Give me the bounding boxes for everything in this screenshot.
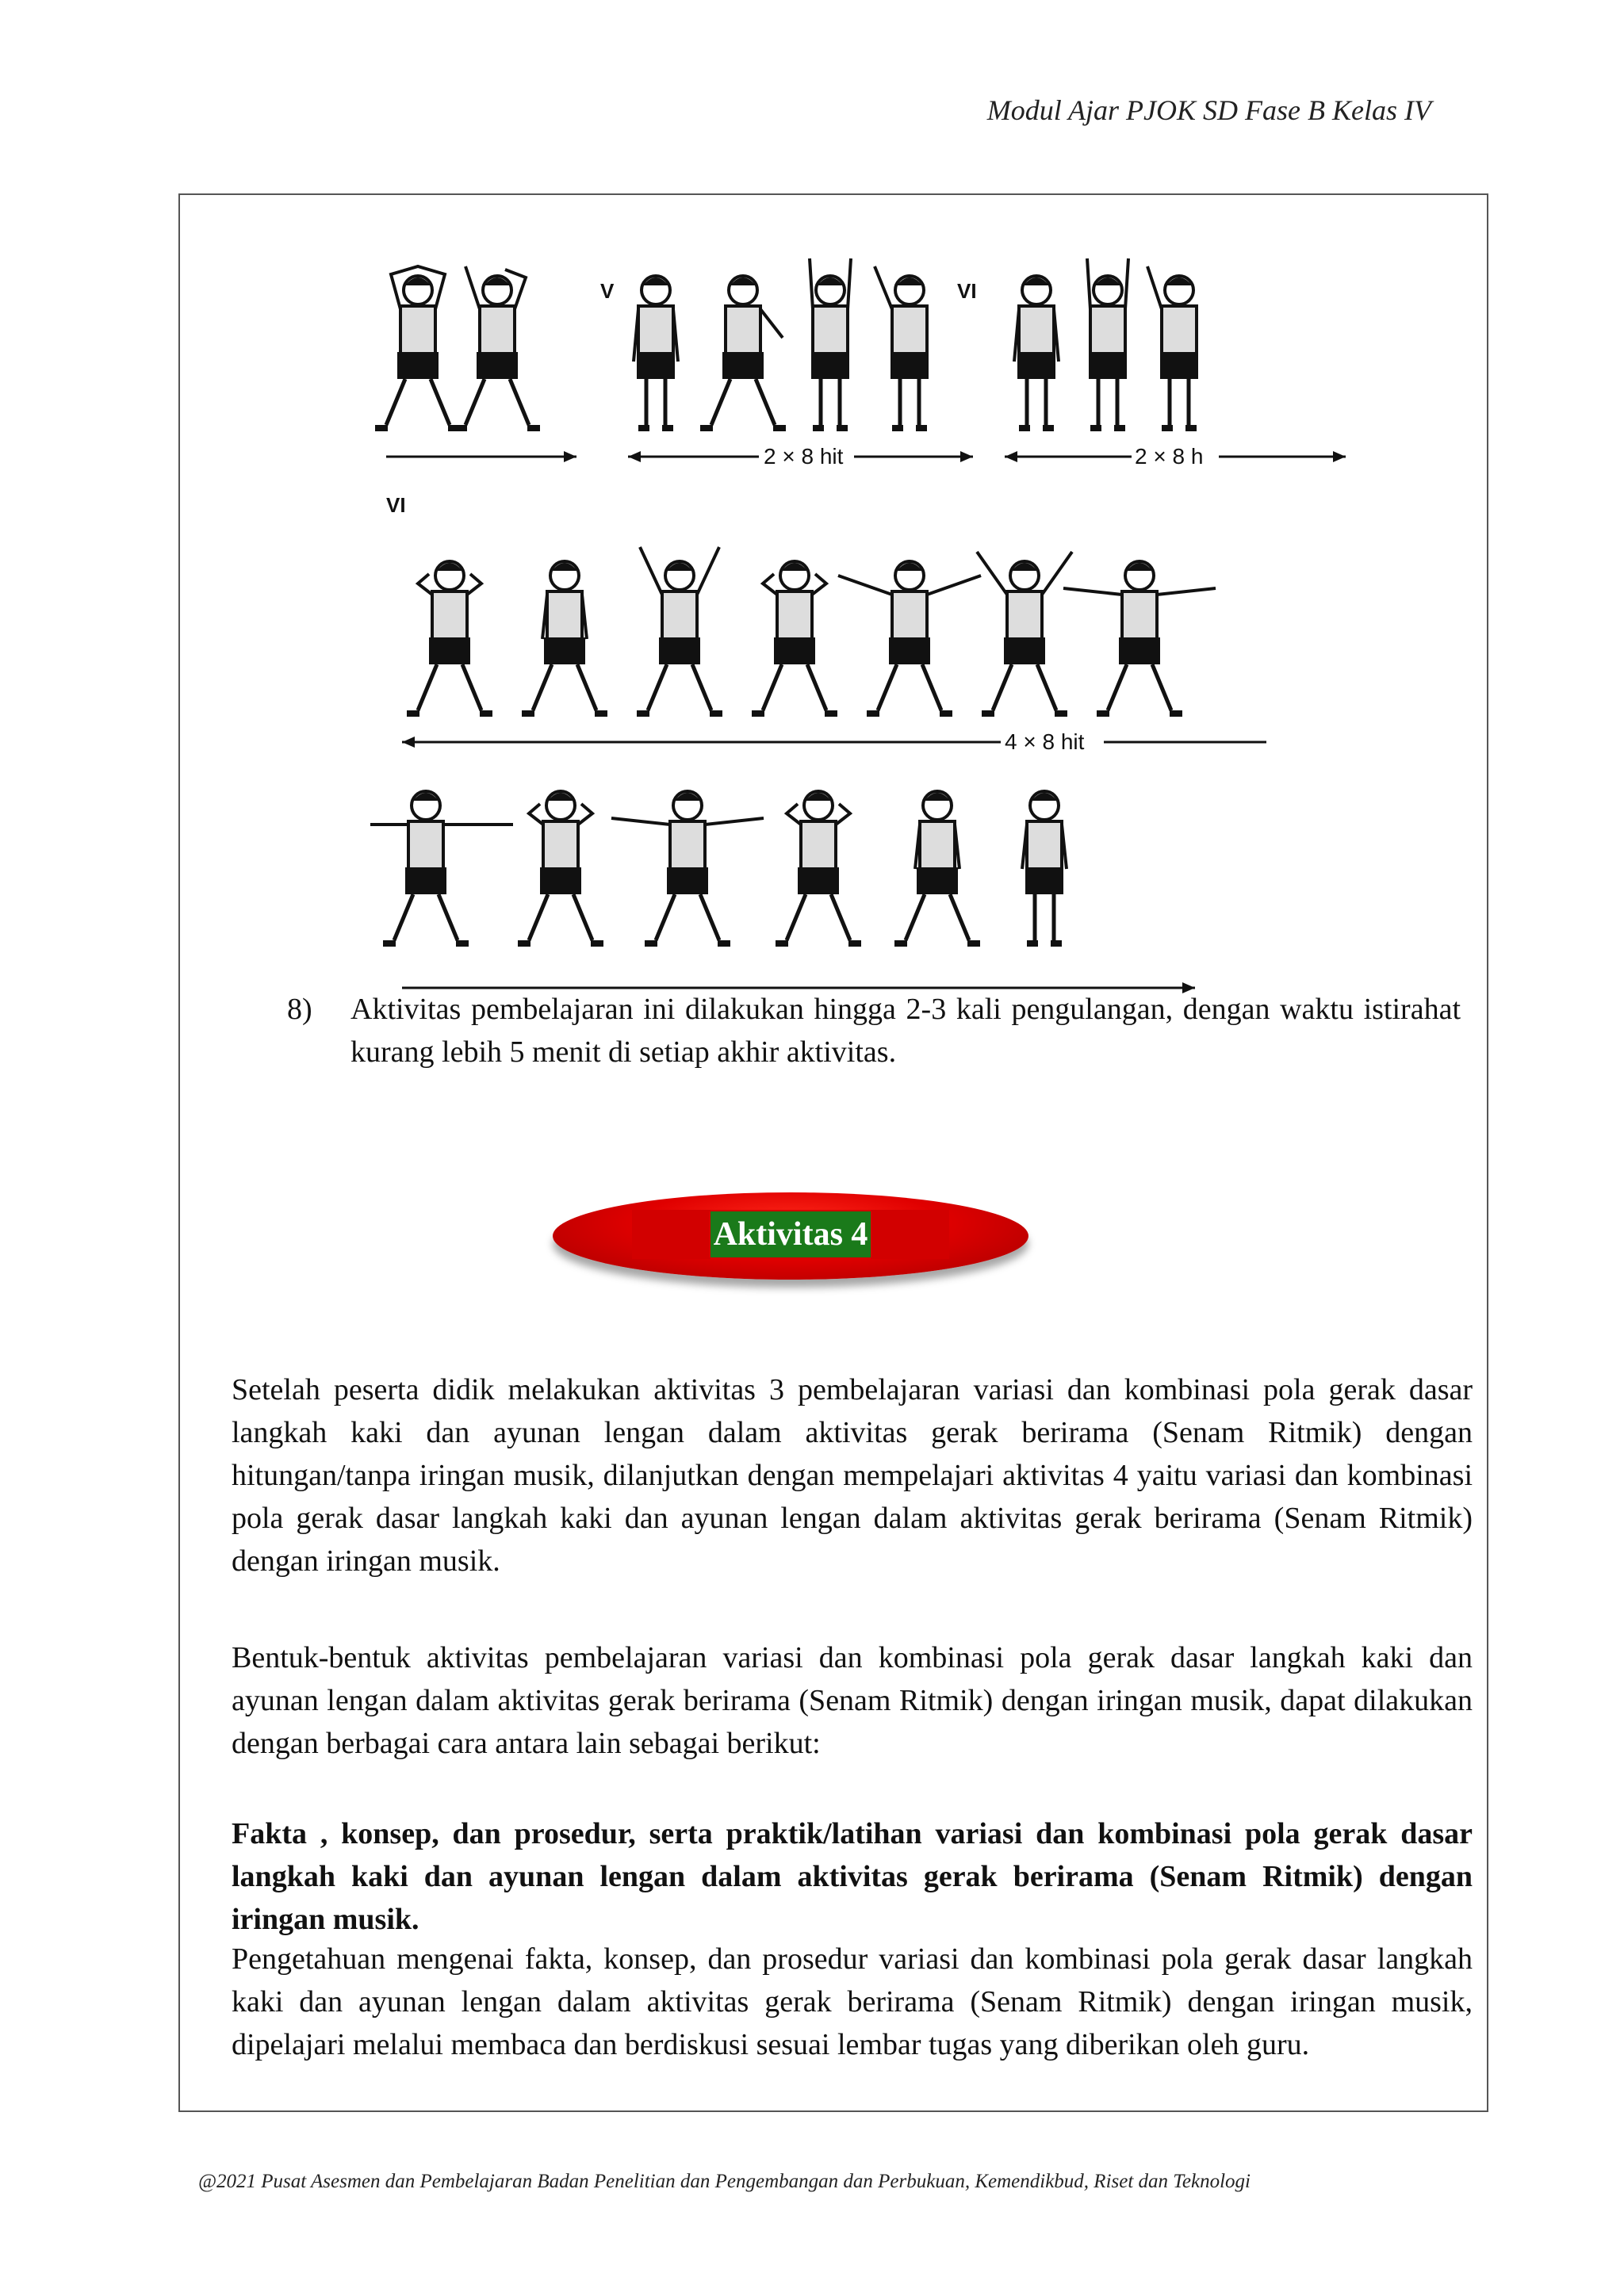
item-number: 8): [287, 993, 312, 1026]
figure-row-3: [370, 791, 1067, 947]
count-label-3: 4 × 8 hit: [1005, 729, 1085, 754]
step-label-v: V: [600, 279, 615, 303]
step-label-vi-middle: VI: [386, 493, 406, 517]
numbered-item-8: [287, 988, 1461, 1073]
count-arrow-row-2: [402, 728, 1266, 755]
figure-row-2: [407, 547, 1216, 717]
paragraph-heading-bold: Fakta , konsep, dan prosedur, serta praktik/latihan variasi dan kombinasi pola gerak dasar langkah kaki dan ayunan lengan dalam aktivitas gerak berirama (Senam Ritmik) dengan iringan musik.: [232, 1817, 1473, 1936]
step-label-vi-top: VI: [957, 279, 977, 303]
paragraph-knowledge: Pengetahuan mengenai fakta, konsep, dan prosedur variasi dan kombinasi pola gerak dasar langkah kaki dan ayunan lengan dalam aktivitas gerak berirama (Senam Ritmik) dengan iringan musik, dipelajari melalui membaca dan berdiskusi sesuai lembar tugas yang diberikan oleh guru.: [232, 1942, 1473, 2061]
exercise-illustration: [370, 227, 1607, 1099]
paragraph-forms: Bentuk-bentuk aktivitas pembelajaran variasi dan kombinasi pola gerak dasar langkah kaki dan ayunan lengan dalam aktivitas gerak berirama (Senam Ritmik) dengan iringan musik, dapat dilakukan dengan berbagai cara antara lain sebagai berikut:: [232, 1641, 1473, 1760]
page-footer: @2021 Pusat Asesmen dan Pembelajaran Badan Penelitian dan Pengembangan dan Perbukuan, Kemendikbud, Riset dan Teknologi: [198, 2171, 1251, 2192]
activity-title-box: [632, 1210, 949, 1259]
activity-banner: [553, 1192, 1028, 1280]
page-header: Modul Ajar PJOK SD Fase B Kelas IV: [986, 94, 1431, 126]
count-label-2: 2 × 8 h: [1135, 444, 1204, 469]
exercise-figures-svg: [370, 227, 1607, 1099]
paragraph-intro: Setelah peserta didik melakukan aktivitas 3 pembelajaran variasi dan kombinasi pola gerak dasar langkah kaki dan ayunan lengan dalam aktivitas gerak berirama (Senam Ritmik) dengan hitungan/tanpa iringan musik, dilanjutkan dengan mempelajari aktivitas 4 yaitu variasi dan kombinasi pola gerak dasar langkah kaki dan ayunan lengan dalam aktivitas gerak berirama (Senam Ritmik) dengan iringan musik.: [232, 1373, 1473, 1578]
figure-row-1: [375, 258, 1198, 431]
count-label-1: 2 × 8 hit: [764, 444, 844, 469]
count-arrows-row-1: [386, 442, 1346, 469]
activity-title: Aktivitas 4: [710, 1211, 871, 1257]
item-text: Aktivitas pembelajaran ini dilakukan hingga 2-3 kali pengulangan, dengan waktu istirahat kurang lebih 5 menit di setiap akhir aktivitas.: [350, 993, 1461, 1069]
content-frame: [178, 193, 1488, 2112]
